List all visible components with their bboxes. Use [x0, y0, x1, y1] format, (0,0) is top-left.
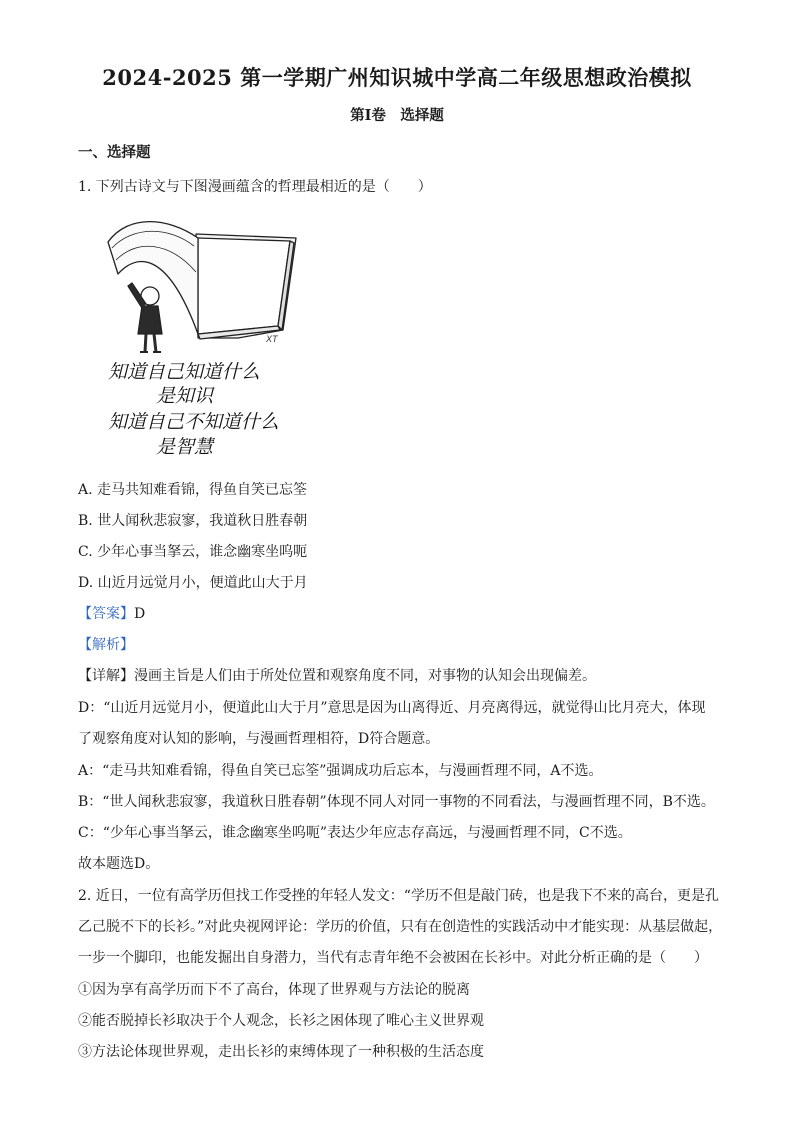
question-2-stem-line-3: 一步一个脚印，也能发掘出自身潜力，当代有志青年绝不会被困在长衫中。对此分析正确的是（ ）: [78, 950, 708, 966]
explain-line-3: A：“走马共知难看锦，得鱼自笑已忘筌”强调成功后忘本，与漫画哲理不同，A不选。: [78, 763, 603, 779]
question-2-stem-line-2: 乙己脱不下的长衫。”对此央视网评论：学历的价值，只有在创造性的实践活动中才能实现：从基层做起，: [78, 919, 723, 935]
question-2-option-1: ①因为享有高学历而下不了高台，体现了世界观与方法论的脱离: [78, 982, 470, 998]
question-2-option-3: ③方法论体现世界观，走出长衫的束缚体现了一种积极的生活态度: [78, 1044, 484, 1060]
question-1-option-c: C. 少年心事当拏云，谁念幽寒坐呜呃: [78, 544, 308, 560]
explain-line-2: 了观察角度对认知的影响，与漫画哲理相符，D符合题意。: [78, 731, 440, 747]
section-heading: 一、选择题: [78, 144, 151, 161]
caption-line-3: 知道自己不知道什么: [108, 412, 280, 433]
question-2-stem-line-1: 2. 近日，一位有高学历但找工作受挫的年轻人发文：“学历不但是敲门砖，也是我下不来的高台，更是孔: [78, 888, 719, 904]
answer-line: [78, 604, 145, 624]
explain-line-4: B：“世人闻秋悲寂寥，我道秋日胜春朝”体现不同人对同一事物的不同看法，与漫画哲理不同，B不选。: [78, 794, 715, 810]
answer-value: D: [134, 606, 146, 622]
answer-tag: 【答案】: [78, 606, 134, 622]
artist-signature: XT: [266, 334, 278, 344]
caption-line-2: 是知识: [156, 386, 214, 407]
detail-line: [78, 666, 596, 686]
question-1-stem: 1. 下列古诗文与下图漫画蕴含的哲理最相近的是（ ）: [78, 179, 432, 195]
analysis-tag: 【解析】: [78, 637, 134, 653]
explain-line-5: C：“少年心事当拏云，谁念幽寒坐呜呃”表达少年应志存高远，与漫画哲理不同，C不选。: [78, 825, 632, 841]
question-2-option-2: ②能否脱掉长衫取决于个人观念，长衫之困体现了唯心主义世界观: [78, 1013, 484, 1029]
question-1-option-a: A. 走马共知难看锦，得鱼自笑已忘筌: [78, 482, 308, 498]
cartoon-figure: [98, 212, 308, 462]
page-subtitle: 第Ⅰ卷 选择题: [350, 107, 444, 124]
page-title: 2024-2025 第一学期广州知识城中学高二年级思想政治模拟: [102, 65, 692, 90]
explain-line-6: 故本题选D。: [78, 856, 160, 872]
detail-tag: 【详解】: [78, 668, 134, 684]
book-right-page: [198, 238, 290, 334]
detail-text: 漫画主旨是人们由于所处位置和观察角度不同，对事物的认知会出现偏差。: [134, 668, 596, 684]
question-1-option-b: B. 世人闻秋悲寂寥，我道秋日胜春朝: [78, 513, 308, 529]
explain-line-1: D：“山近月远觉月小，便道此山大于月”意思是因为山离得近、月亮离得远，就觉得山比月亮大，体现: [78, 700, 706, 716]
man-body: [138, 306, 162, 334]
caption-line-4: 是智慧: [156, 437, 214, 458]
caption-line-1: 知道自己知道什么: [108, 362, 261, 383]
question-1-option-d: D. 山近月远觉月小，便道此山大于月: [78, 575, 308, 591]
